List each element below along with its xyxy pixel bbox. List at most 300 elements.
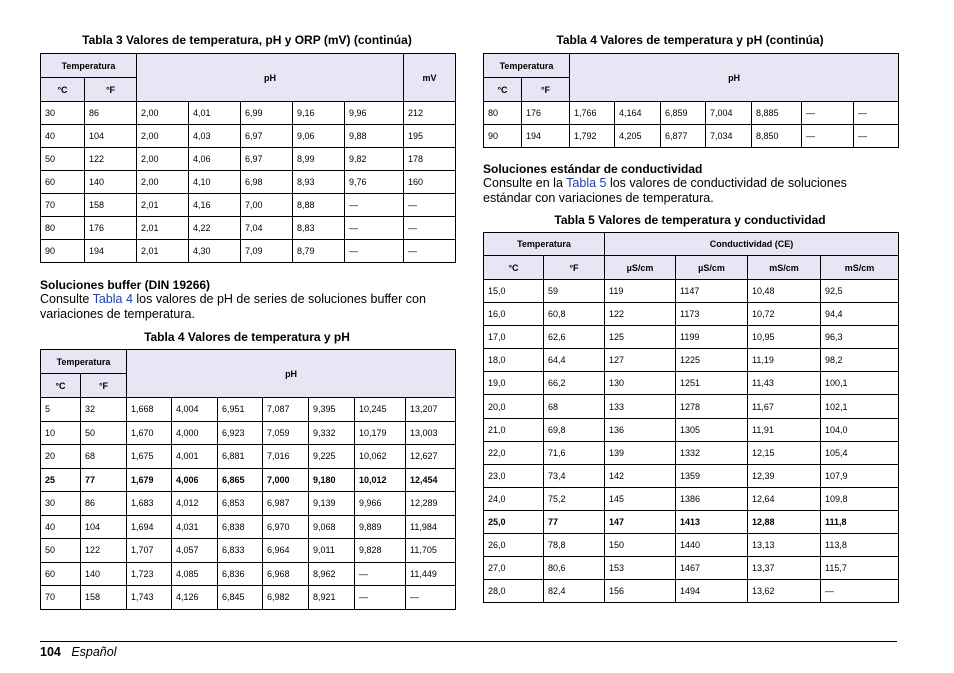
table4-header-ph: pH (127, 350, 456, 398)
table-cell: 64,4 (544, 349, 605, 372)
table3-header-c: °C (41, 78, 85, 102)
table-cell: 6,951 (218, 398, 263, 422)
table-cell: 9,966 (355, 492, 406, 516)
table-cell: 1278 (676, 395, 748, 418)
table-cell: 6,99 (241, 102, 293, 125)
table-cell: 68 (81, 445, 127, 469)
table4c-header-c: °C (484, 78, 522, 102)
table-row (484, 464, 899, 487)
table-cell: 11,705 (406, 539, 456, 563)
table-cell: 66,2 (544, 372, 605, 395)
table-cell: 10,95 (748, 326, 821, 349)
table-cell: 6,97 (241, 148, 293, 171)
table-cell: 8,99 (293, 148, 345, 171)
table-cell: 4,057 (172, 539, 218, 563)
table-cell: 90 (41, 240, 85, 263)
table-row (41, 240, 456, 263)
table-cell: 32 (81, 398, 127, 422)
table-cell: — (802, 102, 854, 125)
table-cell: 5 (41, 398, 81, 422)
table-cell: 104,0 (821, 418, 899, 441)
table-cell: 9,395 (309, 398, 355, 422)
table-row (41, 398, 456, 422)
table-cell: 27,0 (484, 557, 544, 580)
page-number: 104 (40, 645, 61, 659)
table-cell: 102,1 (821, 395, 899, 418)
table-cell: 13,003 (406, 421, 456, 445)
table-row (41, 445, 456, 469)
table-cell: 12,289 (406, 492, 456, 516)
table-cell: 96,3 (821, 326, 899, 349)
table-cell: 9,332 (309, 421, 355, 445)
table-cell: 1,723 (127, 562, 172, 586)
buffer-text-1: Consulte (40, 292, 93, 306)
table-cell: — (355, 586, 406, 610)
table-cell: 1199 (676, 326, 748, 349)
table-cell: 4,03 (189, 125, 241, 148)
table-cell: 6,859 (661, 102, 706, 125)
table4-caption: Tabla 4 Valores de temperatura y pH (144, 330, 350, 344)
table-cell: 107,9 (821, 464, 899, 487)
table-cell: 60 (41, 562, 81, 586)
table-cell: — (802, 125, 854, 148)
table4-link[interactable]: Tabla 4 (92, 292, 133, 306)
table-cell: 176 (522, 102, 570, 125)
table-cell: 6,98 (241, 171, 293, 194)
table-cell: 82,4 (544, 580, 605, 603)
table-cell: 11,984 (406, 515, 456, 539)
table-row (41, 539, 456, 563)
table-cell: 147 (605, 510, 676, 533)
table5-caption: Tabla 5 Valores de temperatura y conductividad (554, 213, 826, 227)
table-cell: 1332 (676, 441, 748, 464)
table-cell: 7,000 (263, 468, 309, 492)
table-cell: 133 (605, 395, 676, 418)
table-cell: 30 (41, 492, 81, 516)
table-cell: 19,0 (484, 372, 544, 395)
table-cell: 16,0 (484, 303, 544, 326)
table-cell: 1,679 (127, 468, 172, 492)
table-cell: 9,068 (309, 515, 355, 539)
conductivity-text-1: Consulte en la (483, 176, 567, 190)
table-cell: 9,76 (345, 171, 404, 194)
table-cell: 7,016 (263, 445, 309, 469)
table-cell: 1,743 (127, 586, 172, 610)
table-cell: 11,449 (406, 562, 456, 586)
table-row (484, 326, 899, 349)
table-cell: 9,139 (309, 492, 355, 516)
table-cell: 4,012 (172, 492, 218, 516)
table4c-header-f: °F (522, 78, 570, 102)
table4c-header-ph: pH (570, 54, 899, 102)
buffer-paragraph (40, 292, 454, 322)
table-cell: 92,5 (821, 280, 899, 303)
table-cell: 25 (41, 468, 81, 492)
table-cell: 9,16 (293, 102, 345, 125)
table5-link[interactable]: Tabla 5 (566, 176, 607, 190)
table-cell: 12,15 (748, 441, 821, 464)
table-cell: — (406, 586, 456, 610)
table-cell: 10,062 (355, 445, 406, 469)
table-row (41, 171, 456, 194)
table-cell: 90 (484, 125, 522, 148)
table-cell: 59 (544, 280, 605, 303)
table-cell: 6,964 (263, 539, 309, 563)
table-cell: 111,8 (821, 510, 899, 533)
table-row (484, 280, 899, 303)
table-cell: 142 (605, 464, 676, 487)
table-cell: 9,06 (293, 125, 345, 148)
table-cell: 9,889 (355, 515, 406, 539)
table-cell: 139 (605, 441, 676, 464)
table-cell: 4,06 (189, 148, 241, 171)
table-cell: 12,39 (748, 464, 821, 487)
table-cell: 109,8 (821, 487, 899, 510)
table-cell: 6,987 (263, 492, 309, 516)
table-cell: 94,4 (821, 303, 899, 326)
table-cell: 60 (41, 171, 85, 194)
table-cell: 30 (41, 102, 85, 125)
table-cell: — (854, 125, 899, 148)
table-row (484, 418, 899, 441)
table-cell: 40 (41, 515, 81, 539)
table-cell: 1,668 (127, 398, 172, 422)
table5-subheader: mS/cm (821, 256, 899, 280)
table-row (484, 372, 899, 395)
table-cell: 9,82 (345, 148, 404, 171)
table-row (484, 125, 899, 148)
table-cell: 86 (85, 102, 137, 125)
table-cell: 1,707 (127, 539, 172, 563)
table-row (41, 217, 456, 240)
table-cell: 77 (544, 510, 605, 533)
table-cell: 11,43 (748, 372, 821, 395)
table4-header-f: °F (81, 374, 127, 398)
table-cell: 194 (85, 240, 137, 263)
buffer-heading: Soluciones buffer (DIN 19266) (40, 278, 211, 292)
table-cell: 7,00 (241, 194, 293, 217)
table-cell: 10,012 (355, 468, 406, 492)
table5-subheader: mS/cm (748, 256, 821, 280)
table5-header-temp: Temperatura (484, 233, 605, 256)
table5-subheader: µS/cm (605, 256, 676, 280)
table-cell: — (821, 580, 899, 603)
table-cell: 1173 (676, 303, 748, 326)
table-cell: — (404, 194, 456, 217)
table-row (41, 586, 456, 610)
table-cell: 4,006 (172, 468, 218, 492)
table4-continued (483, 53, 899, 148)
table-cell: 1,694 (127, 515, 172, 539)
table-cell: 4,000 (172, 421, 218, 445)
table-cell: 1,675 (127, 445, 172, 469)
table5-subheader: °C (484, 256, 544, 280)
table-cell: 2,01 (137, 240, 189, 263)
table-cell: 4,16 (189, 194, 241, 217)
table-cell: 104 (85, 125, 137, 148)
table-cell: 125 (605, 326, 676, 349)
table-cell: 2,00 (137, 171, 189, 194)
table-cell: 8,88 (293, 194, 345, 217)
table-cell: 2,00 (137, 102, 189, 125)
table-row (41, 148, 456, 171)
table-row (484, 557, 899, 580)
table-cell: 4,10 (189, 171, 241, 194)
table-cell: 4,031 (172, 515, 218, 539)
table-cell: 23,0 (484, 464, 544, 487)
table-cell: 4,004 (172, 398, 218, 422)
table-cell: 71,6 (544, 441, 605, 464)
table-cell: 195 (404, 125, 456, 148)
table-cell: 69,8 (544, 418, 605, 441)
table3 (40, 53, 456, 263)
table-cell: 4,22 (189, 217, 241, 240)
table-cell: 8,885 (752, 102, 802, 125)
table-cell: 1413 (676, 510, 748, 533)
table-cell: 11,91 (748, 418, 821, 441)
table-row (41, 125, 456, 148)
table-row (484, 102, 899, 125)
table5 (483, 232, 899, 603)
table-cell: — (345, 240, 404, 263)
table-cell: 9,225 (309, 445, 355, 469)
table-cell: 8,921 (309, 586, 355, 610)
table-cell: 2,01 (137, 217, 189, 240)
table-row (484, 441, 899, 464)
table5-header-cond: Conductividad (CE) (605, 233, 899, 256)
table-cell: 178 (404, 148, 456, 171)
table-cell: 156 (605, 580, 676, 603)
table-cell: 104 (81, 515, 127, 539)
table-cell: 12,88 (748, 510, 821, 533)
table-cell: 10,48 (748, 280, 821, 303)
table3-header-f: °F (85, 78, 137, 102)
table-cell: 13,207 (406, 398, 456, 422)
table-cell: 6,881 (218, 445, 263, 469)
table-cell: 119 (605, 280, 676, 303)
table-cell: 136 (605, 418, 676, 441)
table-cell: 6,877 (661, 125, 706, 148)
table-cell: 75,2 (544, 487, 605, 510)
table3-header-temp: Temperatura (41, 54, 137, 78)
table-cell: 158 (85, 194, 137, 217)
table-row (41, 194, 456, 217)
table-cell: 100,1 (821, 372, 899, 395)
table-cell: 1,766 (570, 102, 615, 125)
table-cell: 9,828 (355, 539, 406, 563)
table-cell: 4,205 (615, 125, 661, 148)
table-cell: 7,087 (263, 398, 309, 422)
table-cell: 17,0 (484, 326, 544, 349)
conductivity-heading: Soluciones estándar de conductividad (483, 162, 703, 176)
table-row (484, 534, 899, 557)
table-cell: — (404, 217, 456, 240)
table-cell: 12,627 (406, 445, 456, 469)
table-cell: 25,0 (484, 510, 544, 533)
table-row (484, 395, 899, 418)
table-cell: 7,04 (241, 217, 293, 240)
table4 (40, 349, 456, 610)
table-cell: 140 (81, 562, 127, 586)
table-cell: 8,93 (293, 171, 345, 194)
table-cell: 22,0 (484, 441, 544, 464)
table-cell: 7,034 (706, 125, 752, 148)
table-cell: 122 (605, 303, 676, 326)
table-cell: 4,085 (172, 562, 218, 586)
table-cell: 21,0 (484, 418, 544, 441)
table-cell: 12,454 (406, 468, 456, 492)
table-cell: 113,8 (821, 534, 899, 557)
table-row (484, 510, 899, 533)
table-cell: 4,30 (189, 240, 241, 263)
table-row (41, 515, 456, 539)
table-row (484, 349, 899, 372)
table-cell: 6,865 (218, 468, 263, 492)
table-cell: 1,792 (570, 125, 615, 148)
table-cell: 6,833 (218, 539, 263, 563)
table-cell: 11,19 (748, 349, 821, 372)
table-cell: 1251 (676, 372, 748, 395)
table-cell: 4,001 (172, 445, 218, 469)
table4-header-c: °C (41, 374, 81, 398)
table-cell: 6,97 (241, 125, 293, 148)
table-cell: 40 (41, 125, 85, 148)
table-cell: 70 (41, 194, 85, 217)
table-cell: 50 (81, 421, 127, 445)
table-cell: 115,7 (821, 557, 899, 580)
table-cell: 160 (404, 171, 456, 194)
table-cell: 1147 (676, 280, 748, 303)
table-cell: 4,01 (189, 102, 241, 125)
table-cell: 10,179 (355, 421, 406, 445)
table-row (484, 580, 899, 603)
table-cell: 2,00 (137, 148, 189, 171)
table-cell: 6,836 (218, 562, 263, 586)
table-row (41, 468, 456, 492)
table-cell: 176 (85, 217, 137, 240)
table-cell: — (345, 217, 404, 240)
table-row (41, 562, 456, 586)
table-cell: 80 (484, 102, 522, 125)
table-cell: 50 (41, 148, 85, 171)
table-cell: 194 (522, 125, 570, 148)
buffer-text-2: los valores de pH de series de soluciones buffer con variaciones de temperatura. (40, 292, 426, 321)
table-cell: 13,13 (748, 534, 821, 557)
table-cell: 2,00 (137, 125, 189, 148)
table-cell: 78,8 (544, 534, 605, 557)
table-cell: 10 (41, 421, 81, 445)
table-cell: 1359 (676, 464, 748, 487)
table-cell: 6,845 (218, 586, 263, 610)
table-cell: 4,126 (172, 586, 218, 610)
table-row (41, 421, 456, 445)
table-cell: 9,180 (309, 468, 355, 492)
table-cell: 7,004 (706, 102, 752, 125)
table-cell: 6,968 (263, 562, 309, 586)
table-cell: 60,8 (544, 303, 605, 326)
table-cell: 86 (81, 492, 127, 516)
table4c-header-temp: Temperatura (484, 54, 570, 78)
table-cell: 13,62 (748, 580, 821, 603)
table-row (484, 303, 899, 326)
table-cell: 80 (41, 217, 85, 240)
table4-cont-caption: Tabla 4 Valores de temperatura y pH (continúa) (556, 33, 824, 47)
table-cell: 1,683 (127, 492, 172, 516)
table-cell: 6,923 (218, 421, 263, 445)
table-cell: 127 (605, 349, 676, 372)
table5-subheader: µS/cm (676, 256, 748, 280)
table-cell: 50 (41, 539, 81, 563)
table-cell: 15,0 (484, 280, 544, 303)
table-cell: 145 (605, 487, 676, 510)
table-cell: 9,011 (309, 539, 355, 563)
table-cell: 140 (85, 171, 137, 194)
table-cell: 8,850 (752, 125, 802, 148)
footer (40, 643, 117, 661)
table-cell: 6,982 (263, 586, 309, 610)
table-cell: 28,0 (484, 580, 544, 603)
table-cell: 6,838 (218, 515, 263, 539)
table-cell: 24,0 (484, 487, 544, 510)
table-cell: 1440 (676, 534, 748, 557)
table3-header-ph: pH (137, 54, 404, 102)
conductivity-paragraph (483, 176, 897, 206)
table-cell: 153 (605, 557, 676, 580)
table-cell: 70 (41, 586, 81, 610)
table3-header-mv: mV (404, 54, 456, 102)
table-cell: 10,72 (748, 303, 821, 326)
table-cell: 158 (81, 586, 127, 610)
table-cell: 122 (85, 148, 137, 171)
table-cell: 150 (605, 534, 676, 557)
table-cell: — (355, 562, 406, 586)
table-cell: 7,09 (241, 240, 293, 263)
table-cell: 122 (81, 539, 127, 563)
table-cell: 11,67 (748, 395, 821, 418)
table-cell: 1225 (676, 349, 748, 372)
table-cell: 4,164 (615, 102, 661, 125)
table-cell: 130 (605, 372, 676, 395)
table-cell: 6,970 (263, 515, 309, 539)
table-cell: 7,059 (263, 421, 309, 445)
table-cell: 212 (404, 102, 456, 125)
table4-header-temp: Temperatura (41, 350, 127, 374)
table-cell: 20,0 (484, 395, 544, 418)
table-cell: 1494 (676, 580, 748, 603)
table5-subheader: °F (544, 256, 605, 280)
footer-rule (40, 641, 897, 642)
table-cell: — (345, 194, 404, 217)
table-cell: 8,79 (293, 240, 345, 263)
table-cell: — (854, 102, 899, 125)
table-cell: 26,0 (484, 534, 544, 557)
table-cell: 1386 (676, 487, 748, 510)
table-row (41, 492, 456, 516)
table-cell: 6,853 (218, 492, 263, 516)
table-cell: 8,83 (293, 217, 345, 240)
table-cell: 9,88 (345, 125, 404, 148)
table3-caption: Tabla 3 Valores de temperatura, pH y ORP (mV) (continúa) (82, 33, 412, 47)
table-cell: 20 (41, 445, 81, 469)
footer-language: Español (71, 645, 117, 659)
table-cell: 13,37 (748, 557, 821, 580)
table-cell: — (404, 240, 456, 263)
table-cell: 18,0 (484, 349, 544, 372)
table-row (484, 487, 899, 510)
table-row (41, 102, 456, 125)
table-cell: 1305 (676, 418, 748, 441)
table-cell: 68 (544, 395, 605, 418)
